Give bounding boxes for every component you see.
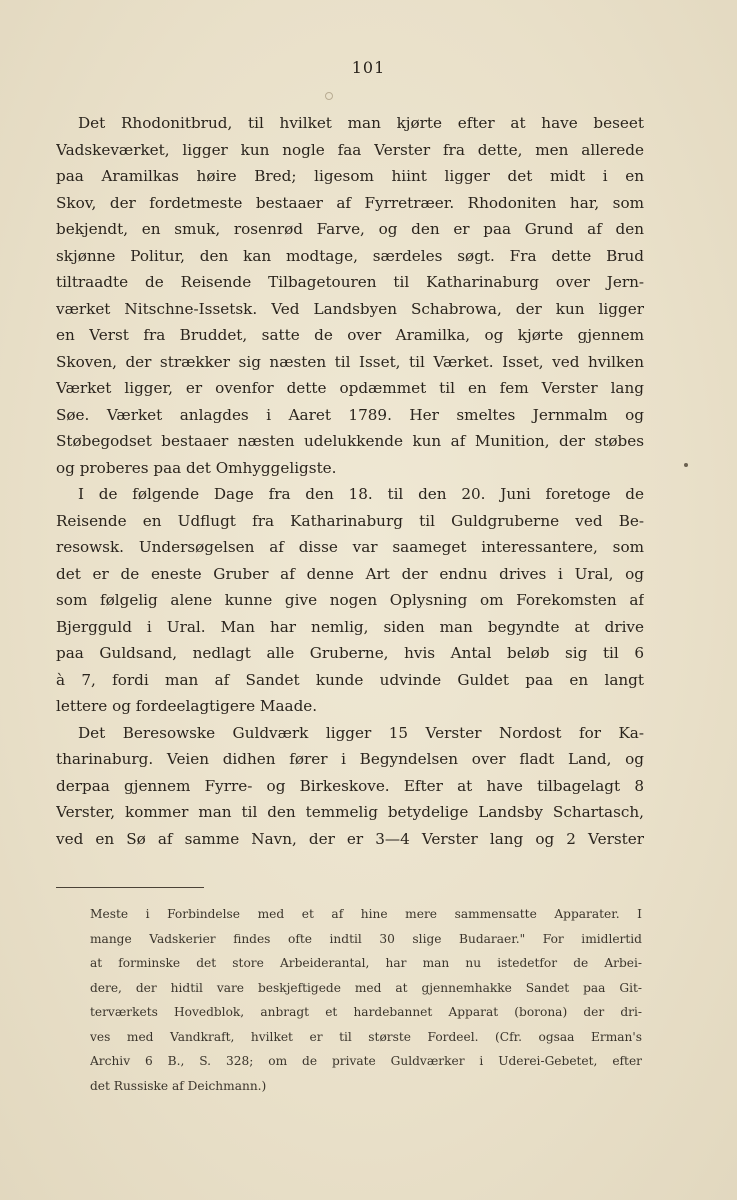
text-line: lettere og fordeelagtigere Maade. xyxy=(56,697,318,715)
text-line: Bjergguld i Ural. Man har nemlig, siden man begyndte at drive xyxy=(56,617,644,636)
text-line: en Verst fra Bruddet, satte de over Aramilka, og kjørte gjennem xyxy=(56,326,644,344)
footnote xyxy=(90,902,642,1098)
page-number: 101 xyxy=(351,58,386,77)
text-line: resowsk. Undersøgelsen af disse var saameget interessantere, som xyxy=(56,538,644,556)
footnote-line: dere, der hidtil vare beskjeftigede med at gjennemhakke Sandet paa Git- xyxy=(90,980,642,995)
text-line: bekjendt, en smuk, rosenrød Farve, og den er paa Grund af den xyxy=(56,220,644,238)
text-line: paa Aramilkas høire Bred; ligesom hiint ligger det midt i en xyxy=(56,167,644,185)
text-line: værket Nitschne-Issetsk. Ved Landsbyen Schabrowa, der kun ligger xyxy=(56,299,644,318)
text-line: tiltraadte de Reisende Tilbagetouren til Katharinaburg over Jern- xyxy=(56,273,644,291)
text-line: Støbegodset bestaaer næsten udelukkende kun af Munition, der støbes xyxy=(56,432,644,450)
footnote-line: det Russiske af Deichmann.) xyxy=(90,1078,267,1093)
text-line: tharinaburg. Veien didhen fører i Begyndelsen over fladt Land, og xyxy=(56,750,644,768)
ink-mark xyxy=(325,92,333,100)
text-line: det er de eneste Gruber af denne Art der endnu drives i Ural, og xyxy=(56,564,644,583)
text-line: Skov, der fordetmeste bestaaer af Fyrretræer. Rhodoniten har, som xyxy=(56,193,644,212)
footnote-line: at forminske det store Arbeiderantal, har man nu istedetfor de Arbei- xyxy=(90,956,642,970)
text-line: Det Beresowske Guldværk ligger 15 Verster Nordost for Ka- xyxy=(78,723,644,742)
text-line: Vadskeværket, ligger kun nogle faa Verster fra dette, men allerede xyxy=(56,140,644,159)
footnote-line: ves med Vandkraft, hvilket er til største Fordeel. (Cfr. ogsaa Erman's xyxy=(90,1029,642,1044)
text-line: Verster, kommer man til den temmelig betydelige Landsby Schartasch, xyxy=(56,803,644,821)
text-line: paa Guldsand, nedlagt alle Gruberne, hvis Antal beløb sig til 6 xyxy=(56,644,644,662)
body-text xyxy=(56,110,644,852)
text-line: Søe. Værket anlagdes i Aaret 1789. Her smeltes Jernmalm og xyxy=(56,405,644,424)
footnote-line: Archiv 6 B., S. 328; om de private Guldværker i Uderei-Gebetet, efter xyxy=(90,1054,642,1068)
text-line: Skoven, der strækker sig næsten til Isset, til Værket. Isset, ved hvilken xyxy=(56,352,644,371)
text-line: Værket ligger, er ovenfor dette opdæmmet til en fem Verster lang xyxy=(56,379,644,397)
ink-spot xyxy=(684,463,688,467)
footnote-line: mange Vadskerier findes ofte indtil 30 slige Budaraer." For imidlertid xyxy=(90,931,642,946)
text-line: ved en Sø af samme Navn, der er 3—4 Verster lang og 2 Verster xyxy=(56,829,644,848)
footnote-divider xyxy=(56,887,204,888)
footnote-line: Meste i Forbindelse med et af hine mere sammensatte Apparater. I xyxy=(90,907,642,921)
text-line: Det Rhodonitbrud, til hvilket man kjørte efter at have beseet xyxy=(78,114,644,132)
text-line: derpaa gjennem Fyrre- og Birkeskove. Efter at have tilbagelagt 8 xyxy=(56,776,644,795)
text-line: som følgelig alene kunne give nogen Oplysning om Forekomsten af xyxy=(56,591,644,609)
text-line: à 7, fordi man af Sandet kunde udvinde Guldet paa en langt xyxy=(56,670,644,689)
footnote-line: terværkets Hovedblok, anbragt et hardebannet Apparat (borona) der dri- xyxy=(90,1005,642,1019)
text-line: skjønne Politur, den kan modtage, særdeles søgt. Fra dette Brud xyxy=(56,246,644,265)
text-line: I de følgende Dage fra den 18. til den 20. Juni foretoge de xyxy=(78,485,644,503)
text-line: og proberes paa det Omhyggeligste. xyxy=(56,458,337,477)
text-line: Reisende en Udflugt fra Katharinaburg til Guldgruberne ved Be- xyxy=(56,511,644,530)
